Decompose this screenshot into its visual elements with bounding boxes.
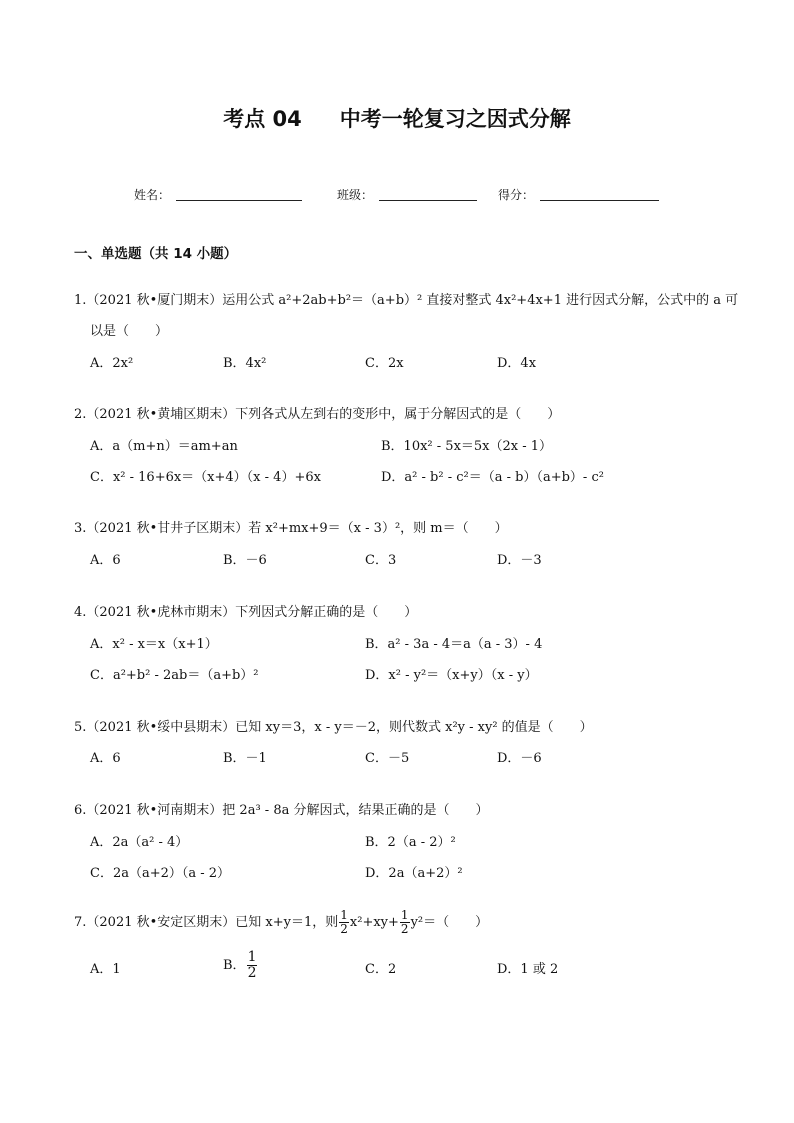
option-a[interactable]: A．x² - x＝x（x+1） [90, 637, 218, 652]
name-blank[interactable] [176, 200, 302, 201]
question-1 [74, 289, 738, 308]
option-c[interactable]: C．2x [365, 356, 404, 371]
option-a[interactable]: A．1 [90, 962, 121, 977]
title-text: 中考一轮复习之因式分解 [339, 107, 571, 131]
question-5 [74, 716, 593, 735]
option-d[interactable]: D．a² - b² - c²＝（a - b）（a+b）- c² [381, 470, 604, 485]
score-field[interactable] [498, 186, 534, 203]
question-number: 6. [74, 803, 87, 818]
option-b[interactable]: B．4x² [223, 356, 267, 371]
class-blank[interactable] [379, 200, 477, 201]
score-label: 得分： [498, 188, 535, 202]
question-number: 3. [74, 521, 87, 536]
option-c[interactable]: C．3 [365, 553, 397, 568]
question-stem-b: x²+xy+ [349, 915, 399, 930]
class-field[interactable] [337, 186, 373, 203]
option-d[interactable]: D．1 或 2 [497, 962, 559, 977]
question-stem: （2021 秋•绥中县期末）已知 xy＝3，x - y＝－2，则代数式 x²y - xy² 的值是（ ） [86, 720, 593, 735]
option-d[interactable]: D．－6 [497, 751, 542, 766]
question-number: 2. [74, 407, 87, 422]
fraction: $\frac{1}{2}$ [340, 908, 348, 936]
option-d[interactable]: D．4x [497, 356, 537, 371]
option-d[interactable]: D．2a（a+2）² [365, 866, 463, 881]
section-heading: 一、单选题（共 14 小题） [74, 246, 238, 262]
question-2 [74, 403, 560, 422]
option-c[interactable]: C．2 [365, 962, 397, 977]
option-d[interactable]: D．x² - y²＝（x+y）（x - y） [365, 668, 538, 683]
name-field[interactable] [134, 186, 170, 203]
option-b[interactable] [223, 950, 258, 981]
question-stem: （2021 秋•安定区期末）已知 x+y＝1，则 [86, 915, 339, 930]
question-stem: （2021 秋•厦门期末）运用公式 a²+2ab+b²＝（a+b）² 直接对整式 4x²+4x+1 进行因式分解，公式中的 a 可 [86, 293, 739, 308]
question-6 [74, 799, 488, 818]
question-7 [74, 909, 488, 936]
option-c[interactable]: C．a²+b² - 2ab＝（a+b）² [90, 668, 259, 683]
question-number: 5. [74, 720, 87, 735]
question-stem: （2021 秋•黄埔区期末）下列各式从左到右的变形中，属于分解因式的是（ ） [86, 407, 561, 422]
fraction: $\frac{1}{2}$ [400, 908, 409, 936]
question-4 [74, 601, 417, 620]
question-1-stem-cont: 以是（ ） [90, 324, 169, 339]
option-a[interactable]: A．a（m+n）＝am+an [90, 439, 238, 454]
option-c[interactable]: C．x² - 16+6x＝（x+4）（x - 4）+6x [90, 470, 321, 485]
option-d[interactable]: D．－3 [497, 553, 542, 568]
title-code: 考点 04 [223, 107, 302, 131]
class-label: 班级： [337, 188, 374, 202]
option-a[interactable]: A．2x² [90, 356, 134, 371]
option-b[interactable]: B．10x² - 5x＝5x（2x - 1） [381, 439, 553, 454]
option-a[interactable]: A．2a（a² - 4） [90, 835, 189, 850]
question-number: 1. [74, 293, 87, 308]
question-stem-c: y²＝（ ） [410, 915, 489, 930]
question-number: 4. [74, 605, 87, 620]
question-number: 7. [74, 915, 87, 930]
option-b-label: B． [223, 958, 246, 973]
name-label: 姓名： [134, 188, 171, 202]
question-stem: （2021 秋•虎林市期末）下列因式分解正确的是（ ） [86, 605, 418, 620]
score-blank[interactable] [540, 200, 659, 201]
question-3 [74, 517, 508, 536]
option-b[interactable]: B．－1 [223, 751, 267, 766]
page-title [0, 103, 794, 133]
option-b[interactable]: B．－6 [223, 553, 267, 568]
option-a[interactable]: A．6 [90, 553, 121, 568]
question-stem: （2021 秋•河南期末）把 2a³ - 8a 分解因式，结果正确的是（ ） [86, 803, 489, 818]
option-b[interactable]: B．2（a - 2）² [365, 835, 456, 850]
option-c[interactable]: C．2a（a+2）（a - 2） [90, 866, 231, 881]
option-a[interactable]: A．6 [90, 751, 121, 766]
option-c[interactable]: C．－5 [365, 751, 410, 766]
question-stem: （2021 秋•甘井子区期末）若 x²+mx+9＝（x - 3）²，则 m＝（ ） [86, 521, 508, 536]
fraction: $\frac{1}{2}$ [247, 949, 257, 981]
option-b[interactable]: B．a² - 3a - 4＝a（a - 3）- 4 [365, 637, 543, 652]
